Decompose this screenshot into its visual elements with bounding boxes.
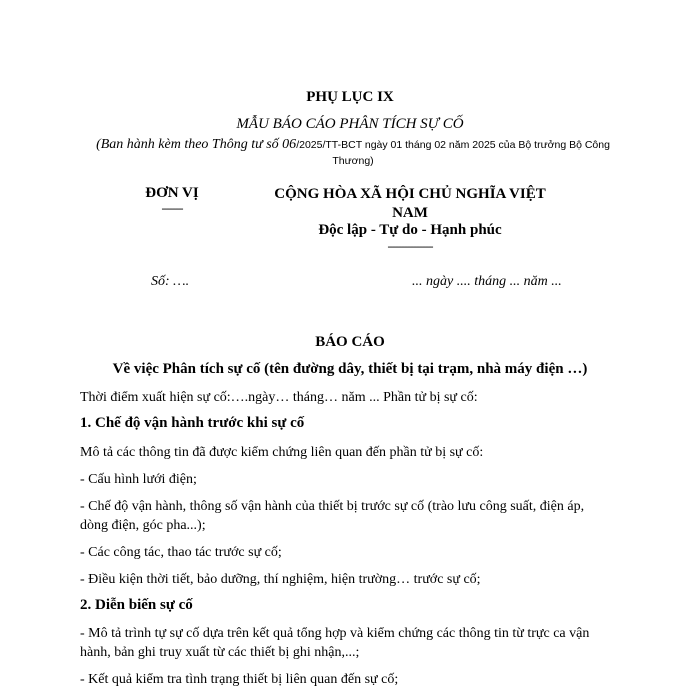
section-1-item: - Các công tác, thao tác trước sự cố; [80, 545, 282, 560]
form-title: MẪU BÁO CÁO PHÂN TÍCH SỰ CỐ [236, 116, 464, 132]
national-title: CỘNG HÒA XÃ HỘI CHỦ NGHĨA VIỆT NAM [274, 186, 546, 221]
section-1-item: - Cấu hình lưới điện; [80, 472, 197, 487]
issuing-unit: ĐƠN VỊ [145, 185, 199, 201]
report-subject: Về việc Phân tích sự cố (tên đường dây, thiết bị tại trạm, nhà máy điện …) [112, 361, 588, 377]
issuance-note-prefix: (Ban hành kèm theo Thông tư số 06 [96, 137, 297, 152]
section-1-heading: 1. Chế độ vận hành trước khi sự cố [80, 415, 305, 431]
national-motto: Độc lập - Tự do - Hạnh phúc [318, 222, 502, 238]
issuance-note-suffix: /2025/TT-BCT ngày 01 tháng 02 năm 2025 của Bộ trưởng Bộ Công Thương) [296, 139, 610, 167]
occurrence-line: Thời điểm xuất hiện sự cố:….ngày… tháng… năm ... Phần tử bị sự cố: [80, 390, 478, 405]
section-1-item: - Chế độ vận hành, thông số vận hành của thiết bị trước sự cố (trào lưu công suất, điện áp, dòng điện, góc pha...); [80, 499, 585, 533]
section-1-intro: Mô tả các thông tin đã được kiểm chứng liên quan đến phần tử bị sự cố: [80, 445, 484, 460]
section-1-item: - Điều kiện thời tiết, bảo dưỡng, thí nghiệm, hiện trường… trước sự cố; [80, 572, 481, 587]
document-date: ... ngày .... tháng ... năm ... [412, 274, 562, 289]
national-motto-rule: --------------- [387, 239, 433, 253]
issuing-unit-rule: ------- [161, 201, 183, 215]
section-2-item: - Mô tả trình tự sự cố dựa trên kết quả tổng hợp và kiểm chứng các thông tin từ trực ca vận hành, bản ghi truy xuất từ các thiết bị ghi nhận,...; [80, 626, 590, 660]
report-title: BÁO CÁO [315, 334, 385, 350]
document-number: Số: …. [151, 274, 190, 289]
section-2-heading: 2. Diễn biến sự cố [80, 597, 193, 613]
section-2-item: - Kết quả kiểm tra tình trạng thiết bị liên quan đến sự cố; [80, 672, 399, 687]
appendix-title: PHỤ LỤC IX [306, 89, 394, 105]
issuance-note [88, 137, 618, 169]
